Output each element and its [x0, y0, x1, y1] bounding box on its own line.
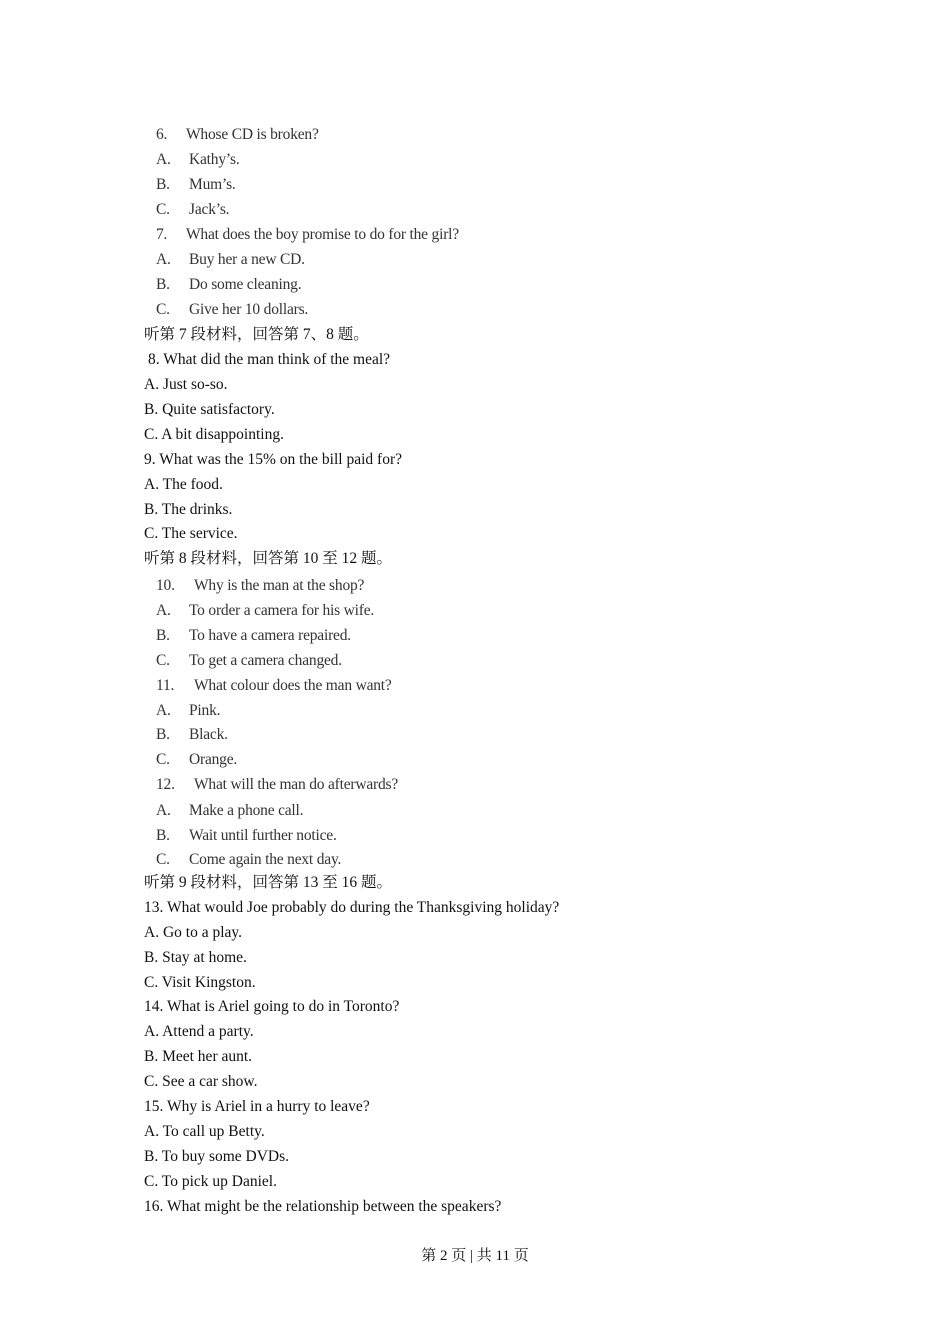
section-heading-7: 听第 7 段材料，回答第 7、8 题。	[144, 326, 369, 343]
question-15: 15. Why is Ariel in a hurry to leave?	[144, 1098, 370, 1115]
option-13a: A. Go to a play.	[144, 924, 243, 941]
option-15c: C. To pick up Daniel.	[144, 1173, 277, 1190]
option-12a: A. Make a phone call.	[156, 802, 304, 819]
option-8b: B. Quite satisfactory.	[144, 401, 275, 418]
page-footer: 第 2 页 | 共 11 页	[421, 1248, 529, 1264]
option-6c: C. Jack’s.	[156, 201, 230, 218]
option-8c: C. A bit disappointing.	[144, 426, 284, 443]
option-13c: C. Visit Kingston.	[144, 974, 256, 991]
option-12b: B. Wait until further notice.	[156, 827, 337, 844]
option-8a: A. Just so-so.	[144, 376, 228, 393]
option-10c: C. To get a camera changed.	[156, 652, 342, 669]
section-heading-8: 听第 8 段材料，回答第 10 至 12 题。	[144, 550, 393, 567]
option-14a: A. Attend a party.	[144, 1023, 254, 1040]
question-12: 12. What will the man do afterwards?	[156, 776, 399, 793]
option-14b: B. Meet her aunt.	[144, 1048, 253, 1065]
question-9: 9. What was the 15% on the bill paid for?	[144, 451, 402, 468]
question-10: 10. Why is the man at the shop?	[156, 577, 365, 594]
option-15a: A. To call up Betty.	[144, 1123, 265, 1140]
option-15b: B. To buy some DVDs.	[144, 1148, 290, 1165]
option-11a: A. Pink.	[156, 702, 221, 719]
question-11: 11. What colour does the man want?	[156, 677, 392, 694]
question-7: 7. What does the boy promise to do for the girl?	[156, 226, 459, 243]
option-10a: A. To order a camera for his wife.	[156, 602, 375, 619]
question-13: 13. What would Joe probably do during the Thanksgiving holiday?	[144, 899, 560, 916]
option-11c: C. Orange.	[156, 751, 238, 768]
option-12c: C. Come again the next day.	[156, 851, 342, 868]
option-11b: B. Black.	[156, 726, 228, 743]
question-14: 14. What is Ariel going to do in Toronto?	[144, 998, 400, 1015]
option-7a: A. Buy her a new CD.	[156, 251, 305, 268]
question-6: 6. Whose CD is broken?	[156, 126, 319, 143]
section-heading-9: 听第 9 段材料，回答第 13 至 16 题。	[144, 874, 393, 891]
question-8: 8. What did the man think of the meal?	[148, 351, 391, 368]
option-13b: B. Stay at home.	[144, 949, 247, 966]
question-16: 16. What might be the relationship between the speakers?	[144, 1198, 502, 1215]
option-9c: C. The service.	[144, 525, 238, 542]
option-14c: C. See a car show.	[144, 1073, 258, 1090]
option-6a: A. Kathy’s.	[156, 151, 240, 168]
option-9b: B. The drinks.	[144, 501, 233, 518]
option-10b: B. To have a camera repaired.	[156, 627, 351, 644]
option-7c: C. Give her 10 dollars.	[156, 301, 309, 318]
option-6b: B. Mum’s.	[156, 176, 236, 193]
option-9a: A. The food.	[144, 476, 223, 493]
option-7b: B. Do some cleaning.	[156, 276, 302, 293]
